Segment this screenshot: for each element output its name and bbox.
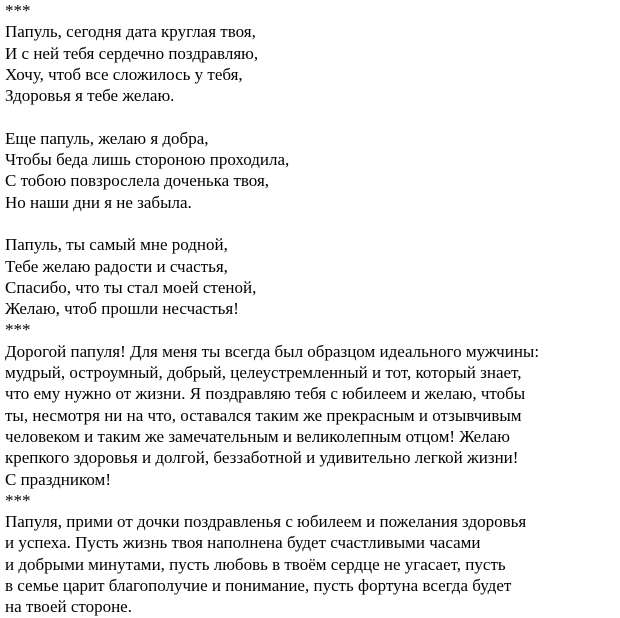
poem-line: Папуль, ты самый мне родной, xyxy=(5,235,228,255)
prose-line: крепкого здоровья и долгой, беззаботной и удивительно легкой жизни! xyxy=(5,448,519,468)
poem-line: С тобою повзрослела доченька твоя, xyxy=(5,171,270,191)
separator: *** xyxy=(5,490,31,510)
stanza-gap xyxy=(5,106,620,127)
stanza-gap xyxy=(5,213,620,234)
separator: *** xyxy=(5,320,31,340)
prose-line: и успеха. Пусть жизнь твоя наполнена будет счастливыми часами xyxy=(5,533,481,553)
poem-line: Желаю, чтоб прошли несчастья! xyxy=(5,299,239,319)
prose-line: что ему нужно от жизни. Я поздравляю тебя с юбилеем и желаю, чтобы xyxy=(5,384,526,404)
poem-line: Здоровья я тебе желаю. xyxy=(5,86,175,106)
prose-line: и добрыми минутами, пусть любовь в твоём сердце не угасает, пусть xyxy=(5,554,506,574)
poem-line: Еще папуль, желаю я добра, xyxy=(5,128,209,148)
prose-line: ты, несмотря ни на что, оставался таким же прекрасным и отзывчивым xyxy=(5,405,522,425)
prose-line: Папуля, прими от дочки поздравленья с юбилеем и пожелания здоровья xyxy=(5,512,527,532)
prose-line: Дорогой папуля! Для меня ты всегда был образцом идеального мужчины: xyxy=(5,341,540,361)
prose-line: человеком и таким же замечательным и великолепным отцом! Желаю xyxy=(5,426,510,446)
poem-line: Спасибо, что ты стал моей стеной, xyxy=(5,277,257,297)
prose-line: на твоей стороне. xyxy=(5,597,132,617)
separator: *** xyxy=(5,1,31,20)
poem-line: Чтобы беда лишь стороною проходила, xyxy=(5,150,290,170)
poem-line: И с ней тебя сердечно поздравляю, xyxy=(5,43,259,63)
poem-line: Папуль, сегодня дата круглая твоя, xyxy=(5,22,256,42)
prose-line: С праздником! xyxy=(5,469,111,489)
prose-line: в семье царит благополучие и понимание, пусть фортуна всегда будет xyxy=(5,576,512,596)
poem-line: Тебе желаю радости и счастья, xyxy=(5,256,228,276)
poem-line: Но наши дни я не забыла. xyxy=(5,192,192,212)
poem-line: Хочу, чтоб все сложилось у тебя, xyxy=(5,64,243,84)
prose-line: мудрый, остроумный, добрый, целеустремленный и тот, который знает, xyxy=(5,363,522,383)
